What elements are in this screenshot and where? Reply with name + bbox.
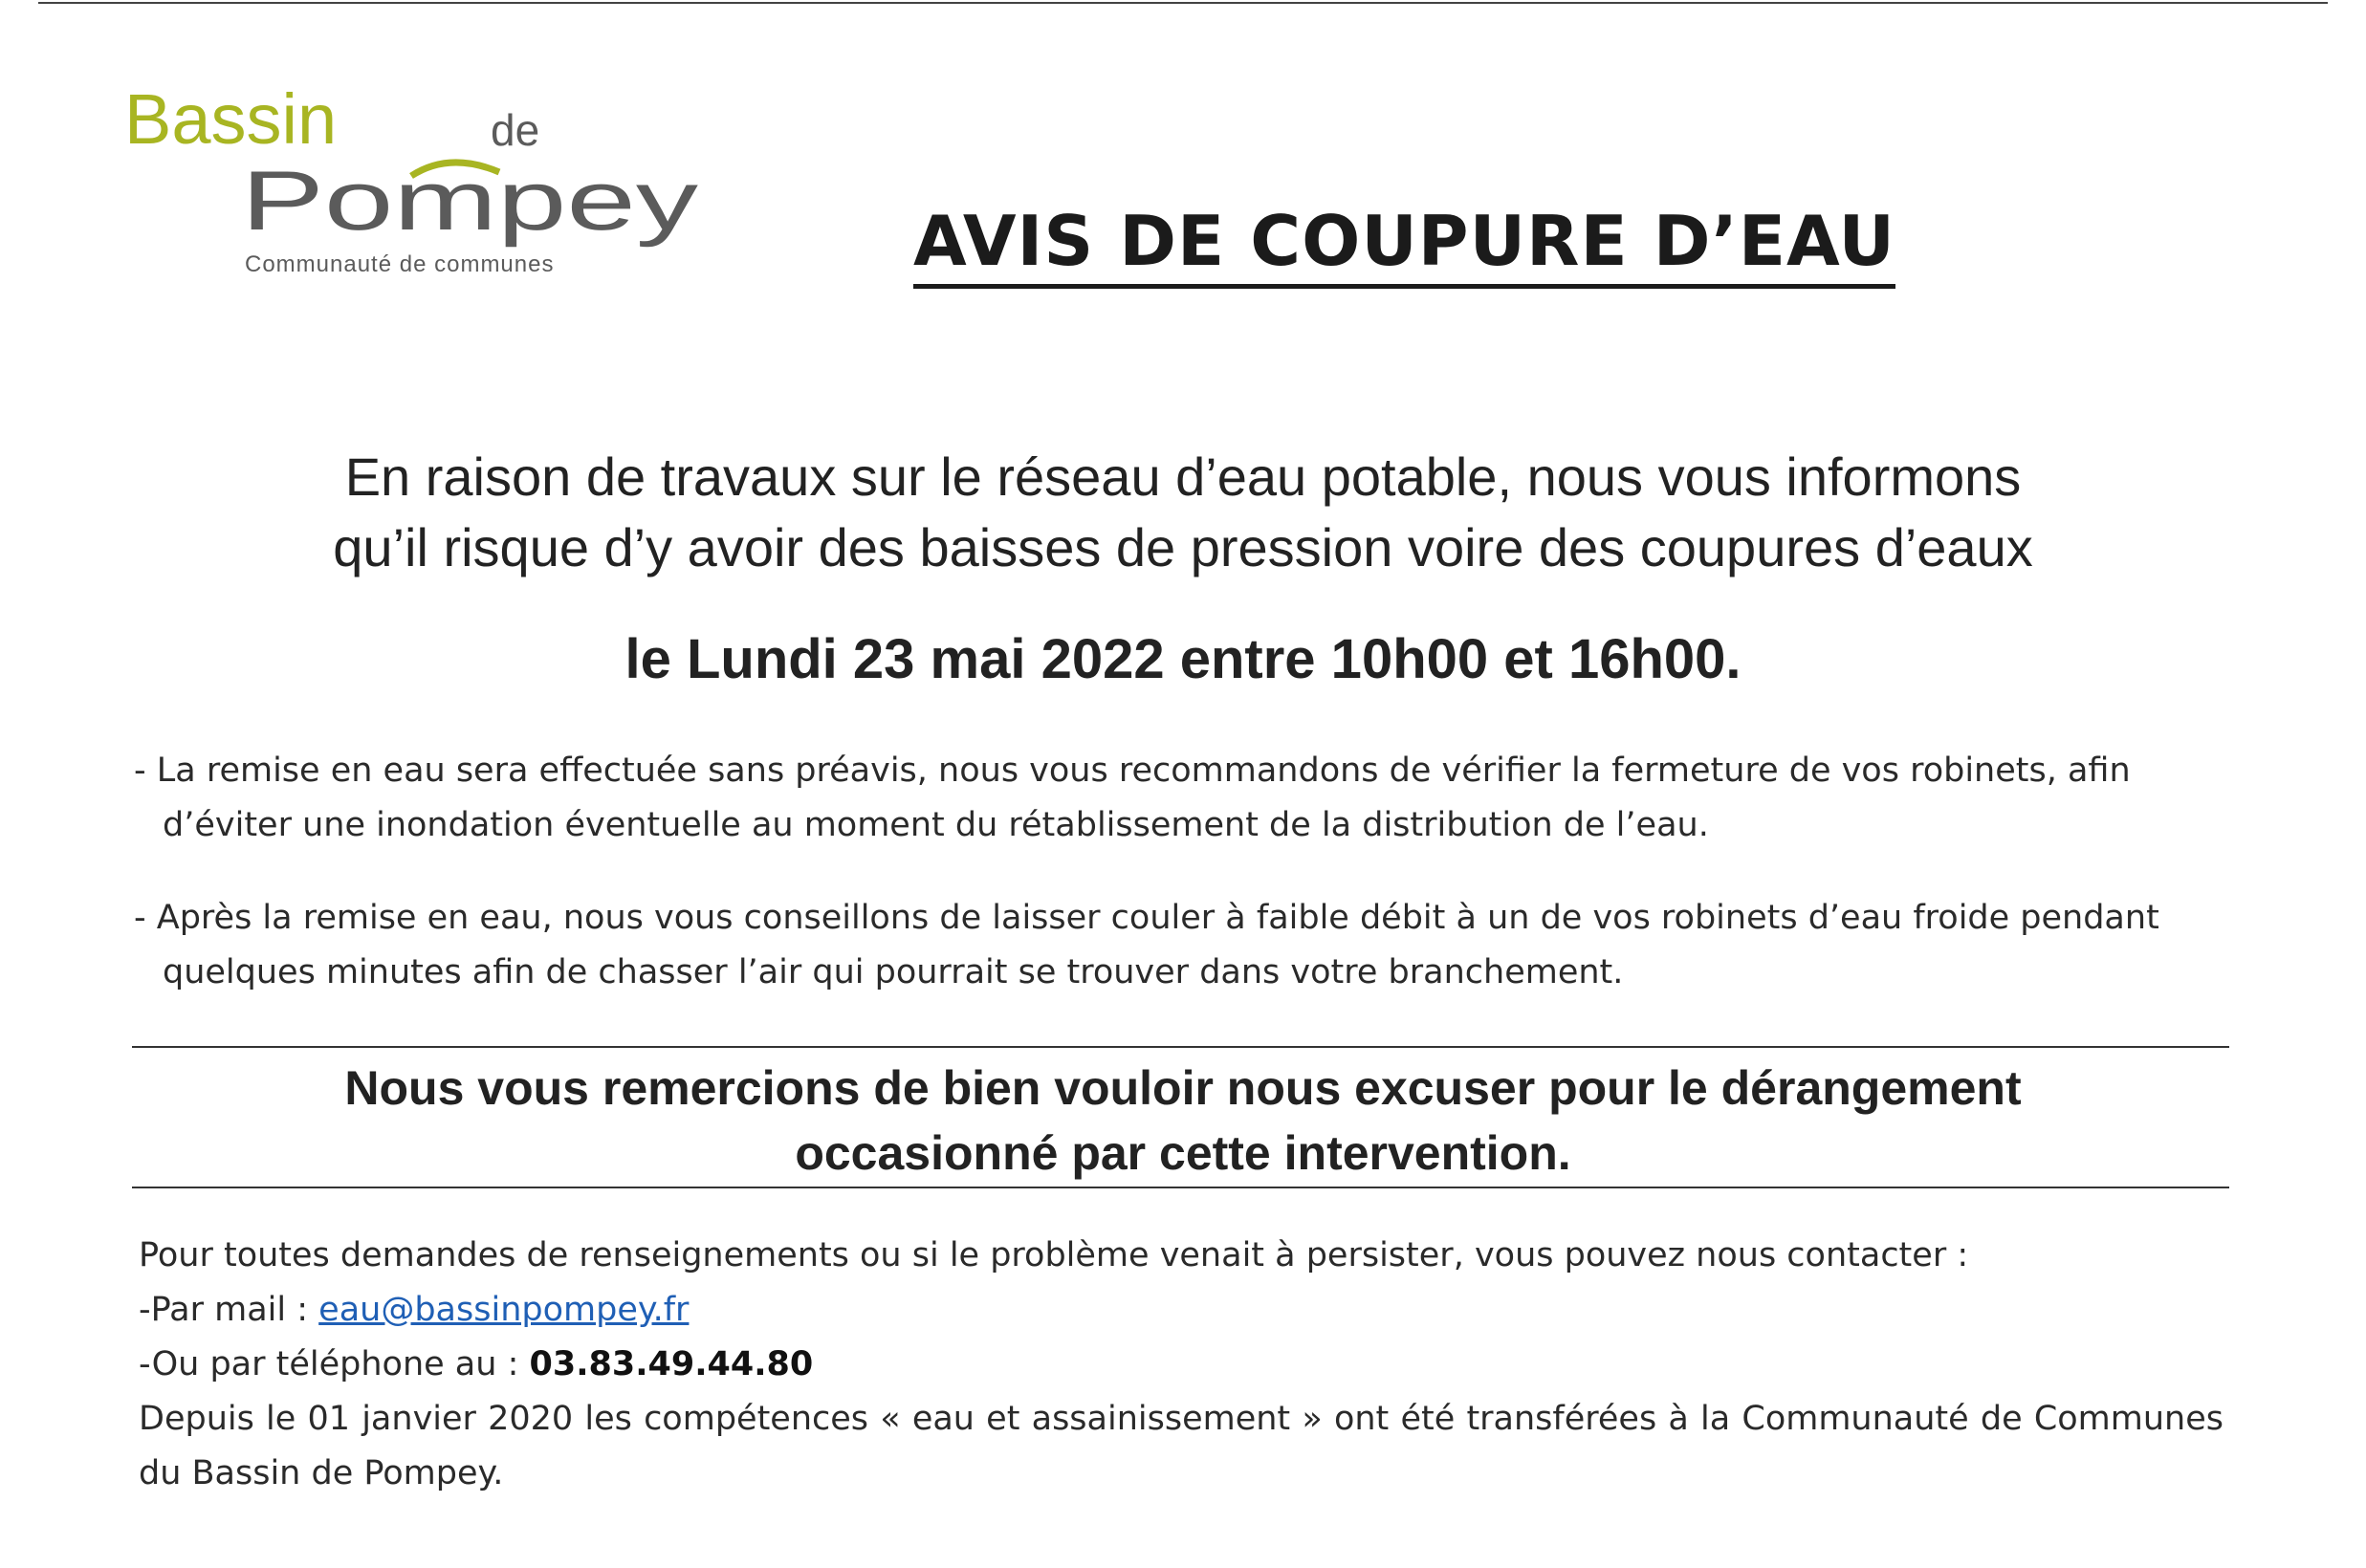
logo-subtitle: Communauté de communes xyxy=(245,251,555,277)
intro-line-1: En raison de travaux sur le réseau d’eau potable, nous vous informons xyxy=(344,446,2022,507)
bullet-conseil-ecoulement: - Après la remise en eau, nous vous conseillons de laisser couler à faible débit à un de vos robinets d’eau froide pendant quelques minutes afin de chasser l’air qui pourrait se trouver dans votre branchement. xyxy=(134,899,2159,991)
apology-message xyxy=(96,1056,2270,1186)
top-border xyxy=(38,2,2328,4)
contact-phone-line xyxy=(139,1338,2224,1392)
logo-word-de: de xyxy=(491,105,540,155)
phone-label: -Ou par téléphone au : xyxy=(139,1345,530,1383)
phone-number: 03.83.49.44.80 xyxy=(529,1345,814,1383)
divider-top xyxy=(132,1046,2229,1048)
bassin-de-pompey-logo xyxy=(124,84,736,285)
logo-word-bassin: Bassin xyxy=(124,84,338,159)
intro-paragraph xyxy=(96,442,2270,583)
apology-line-1: Nous vous remercions de bien vouloir nous excuser pour le dérangement xyxy=(344,1061,2022,1115)
intro-line-2: qu’il risque d’y avoir des baisses de pression voire des coupures d’eaux xyxy=(333,517,2033,577)
contact-section xyxy=(139,1229,2224,1501)
contact-mail-line xyxy=(139,1283,2224,1338)
logo-word-pompey: Pompey xyxy=(241,153,698,248)
outage-date: le Lundi 23 mai 2022 entre 10h00 et 16h00. xyxy=(624,628,1742,690)
bullet-remise-en-eau: - La remise en eau sera effectuée sans préavis, nous vous recommandons de vérifier la fermeture de vos robinets, afin d’éviter une inondation éventuelle au moment du rétablissement de la distribution de l’eau. xyxy=(134,751,2131,844)
transfer-note: Depuis le 01 janvier 2020 les compétences « eau et assainissement » ont été transférées à la Communauté de Communes du Bassin de Pompey. xyxy=(139,1400,2224,1492)
contact-intro: Pour toutes demandes de renseignements ou si le problème venait à persister, vous pouvez nous contacter : xyxy=(139,1236,1969,1274)
divider-bottom xyxy=(132,1187,2229,1188)
mail-label: -Par mail : xyxy=(139,1291,319,1329)
page-title: AVIS DE COUPURE D’EAU xyxy=(913,206,1895,289)
email-link[interactable]: eau@bassinpompey.fr xyxy=(318,1291,690,1329)
apology-line-2: occasionné par cette intervention. xyxy=(795,1126,1571,1180)
